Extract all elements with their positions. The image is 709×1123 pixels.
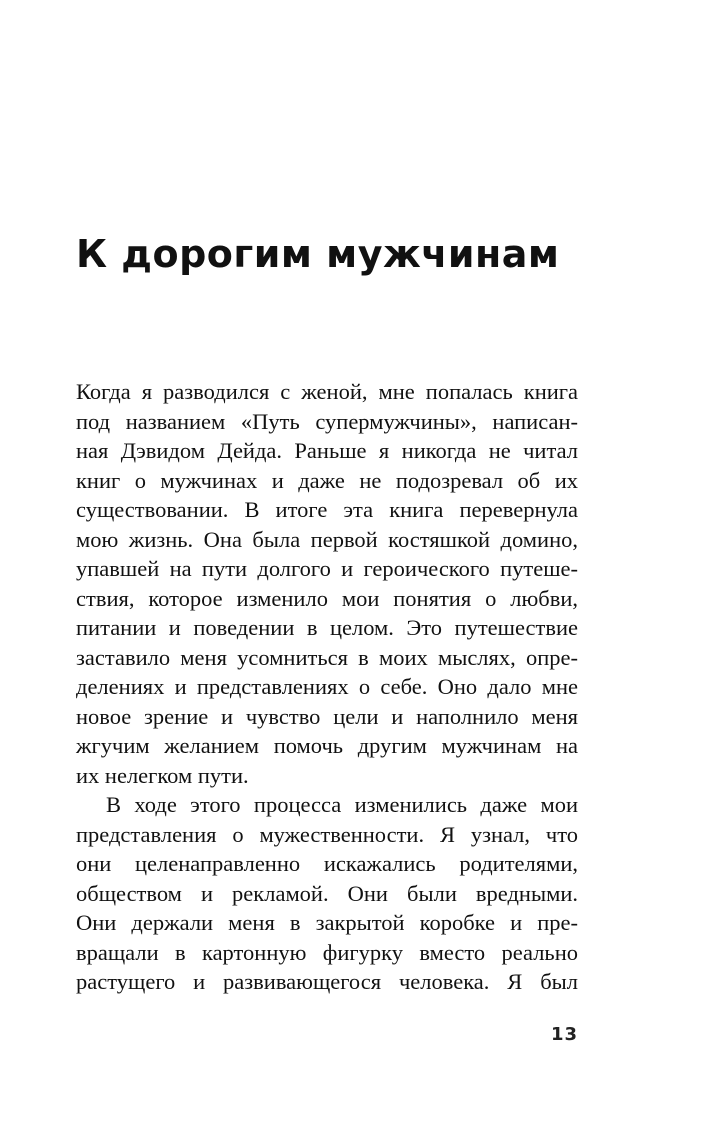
text-line: растущего и развивающегося человека. Я был — [76, 969, 578, 994]
paragraph-end-line: их нелегком пути. — [76, 762, 249, 788]
text-line: питании и поведении в целом. Это путешествие — [76, 615, 578, 640]
chapter-title: К дорогим мужчинам — [76, 232, 560, 276]
text-line: существовании. В итоге эта книга перевернула — [76, 497, 578, 522]
text-line: вращали в картонную фигурку вместо реально — [76, 939, 578, 965]
text-line: новое зрение и чувство цели и наполнило меня — [76, 703, 578, 729]
text-line: книг о мужчинах и даже не подозревал об их — [76, 467, 578, 493]
text-line: делениях и представлениях о себе. Оно дало мне — [76, 674, 578, 699]
paragraph-start-line: В ходе этого процесса изменились даже мои — [106, 792, 578, 817]
text-line: упавшей на пути долгого и героического путеше- — [76, 556, 578, 581]
text-line: мою жизнь. Она была первой костяшкой домино, — [76, 526, 578, 552]
text-line: ствия, которое изменило мои понятия о любви, — [76, 585, 578, 611]
page-number: 13 — [550, 1024, 578, 1045]
text-line: жгучим желанием помочь другим мужчинам на — [76, 733, 578, 758]
text-line: Когда я разводился с женой, мне попалась книга — [76, 379, 578, 404]
text-line: они целенаправленно искажались родителями, — [76, 851, 578, 876]
body-text — [76, 377, 578, 997]
text-line: Они держали меня в закрытой коробке и пре- — [76, 910, 578, 935]
text-line: ная Дэвидом Дейда. Раньше я никогда не читал — [76, 438, 578, 463]
text-line: обществом и рекламой. Они были вредными. — [76, 880, 578, 906]
text-line: под названием «Путь супермужчины», написан- — [76, 408, 578, 434]
text-line: представления о мужественности. Я узнал, что — [76, 821, 578, 847]
text-line: заставило меня усомниться в моих мыслях, опре- — [76, 644, 578, 670]
